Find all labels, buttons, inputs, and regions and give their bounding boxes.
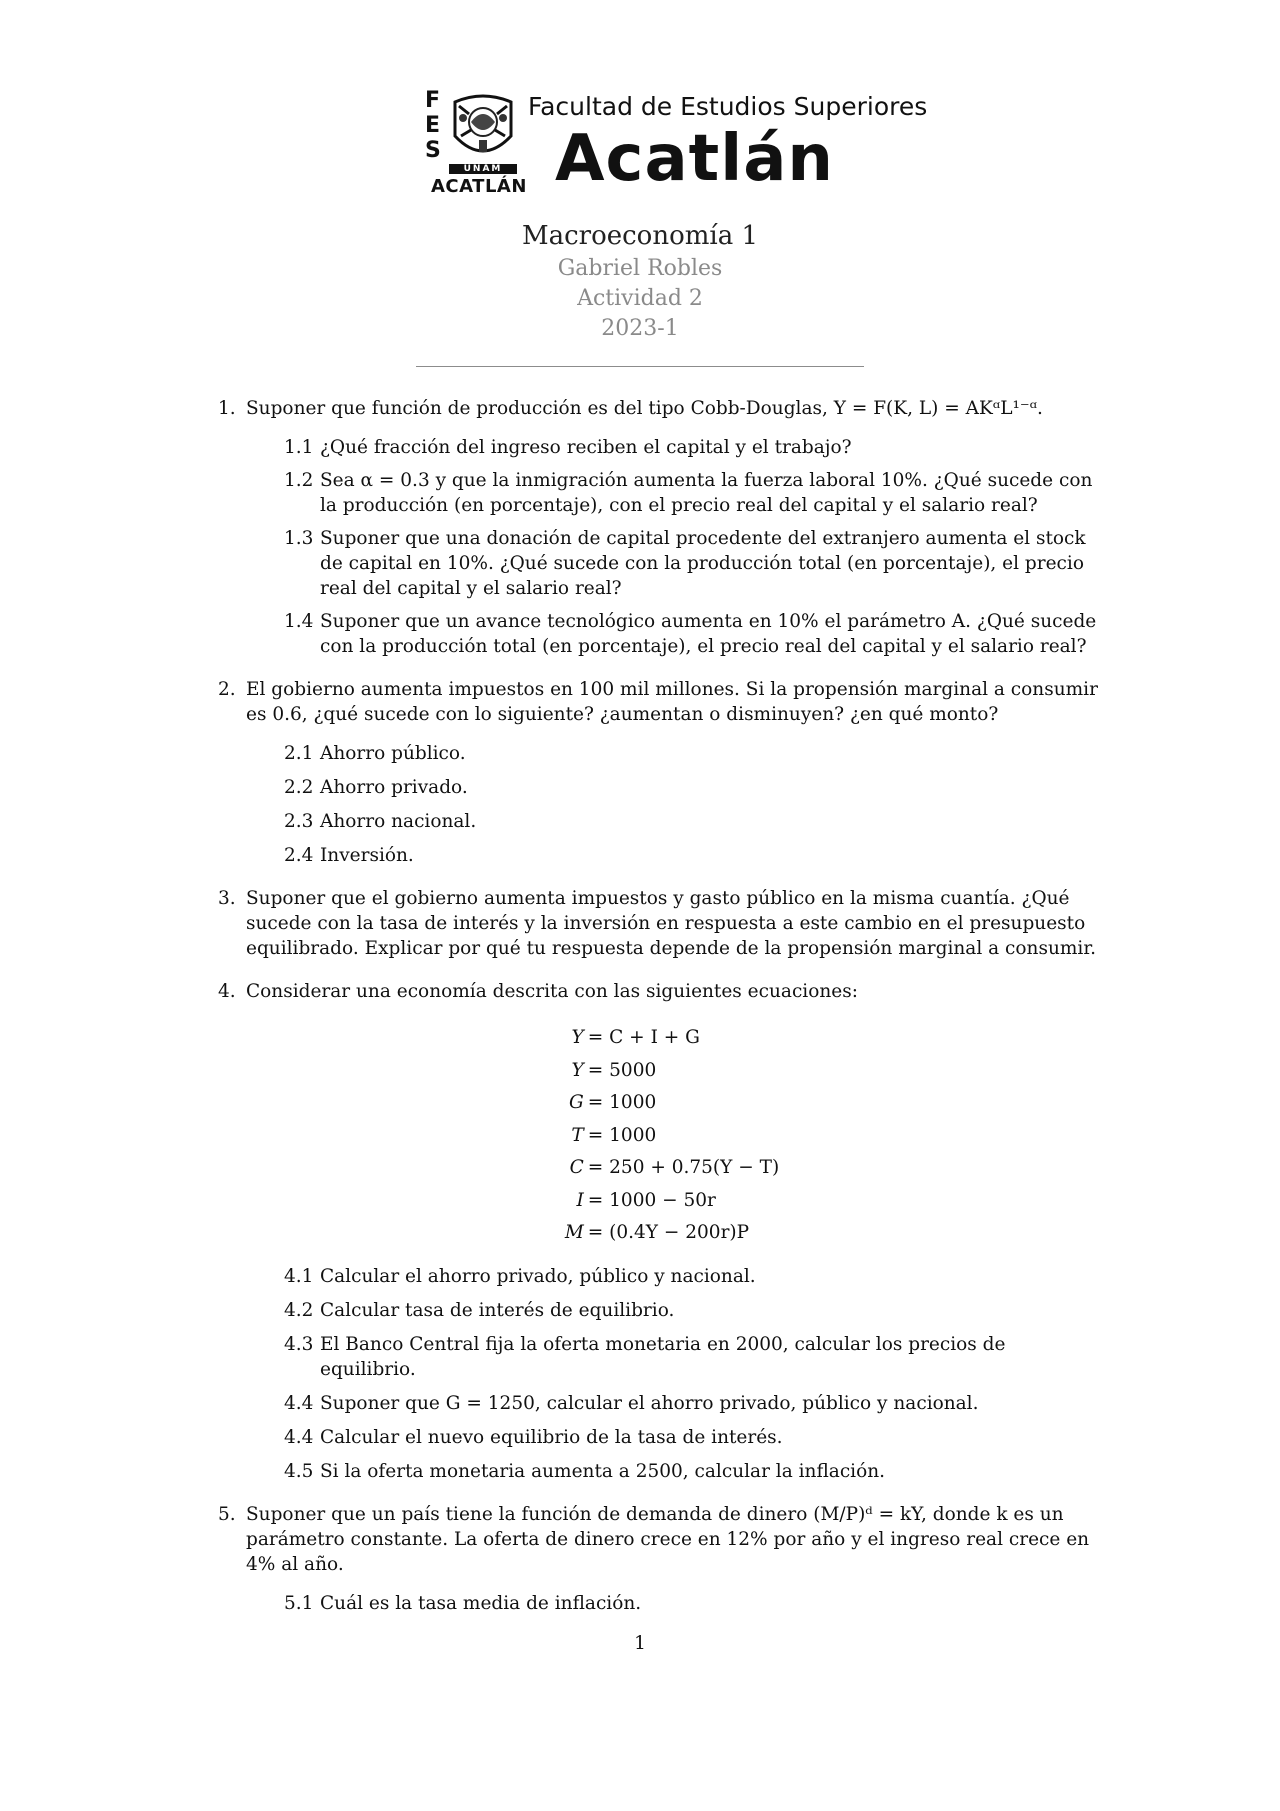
subquestion-text: Inversión. [320,845,414,866]
logo-fes-letters: F E S [425,88,441,163]
subquestion-text: Sea α = 0.3 y que la inmigración aumenta la fuerza laboral 10%. ¿Qué sucede con la producción (en porcentaje), con el precio real del capital y el salario real? [320,470,1093,516]
equation-row [565,1055,779,1088]
subquestion-number: 4.4 [284,1426,314,1448]
question-number: 3. [218,888,236,909]
fes-acatlan-logo [425,88,928,198]
subquestion [246,435,1098,460]
subquestion-text: Suponer que G = 1250, calcular el ahorro privado, público y nacional. [320,1392,979,1414]
equation-lhs: C [569,1157,584,1178]
equation-rhs: = C + I + G [587,1027,700,1048]
question-number: 4. [218,981,236,1002]
equation-row [565,1022,779,1055]
equation-rhs: = 250 + 0.75(Y − T) [587,1157,780,1178]
subquestion-text: Ahorro nacional. [320,811,477,832]
subquestion-number: 1.2 [284,470,314,491]
subquestion-number: 2.3 [284,811,314,832]
term-label: 2023-1 [601,316,679,341]
equation-rhs: = 1000 [587,1124,657,1146]
subquestion [246,1332,1098,1382]
question-text: Suponer que un país tiene la función de demanda de dinero (M/P)ᵈ = kY, donde k es un parámetro constante. La oferta de dinero crece en 12% por año y el ingreso real crece en 4% al año. [246,1503,1090,1575]
faculty-name: Facultad de Estudios Superiores [528,92,928,121]
equation-system [246,1022,1098,1250]
question-number: 5. [218,1503,236,1525]
author-name: Gabriel Robles [557,256,723,281]
equation-rhs: = 1000 − 50r [587,1189,716,1211]
equation-lhs: T [571,1124,584,1146]
subquestion [246,526,1098,601]
subquestion-number: 4.2 [284,1299,314,1321]
subquestion-number: 1.1 [284,437,314,458]
subquestion-text: Suponer que un avance tecnológico aumenta en 10% el parámetro A. ¿Qué sucede con la producción total (en porcentaje), el precio real del capital y el salario real? [320,611,1097,657]
subquestion-number: 2.1 [284,743,314,764]
subquestion [246,1591,1098,1616]
subquestion-text: Calcular tasa de interés de equilibrio. [320,1299,675,1321]
subquestion-text: Ahorro público. [320,743,466,764]
equation-row [565,1087,779,1120]
subquestion [246,1425,1098,1450]
subquestion-text: El Banco Central fija la oferta monetaria en 2000, calcular los precios de equilibrio. [320,1333,1006,1380]
subquestion-text: Calcular el ahorro privado, público y nacional. [320,1265,756,1287]
subquestion-text: Ahorro privado. [320,777,468,798]
title-divider [416,366,864,367]
activity-name: Actividad 2 [577,286,703,311]
question-list [218,396,1098,1634]
unam-seal-icon [449,92,517,162]
equation-row [565,1152,779,1185]
subquestion-text: Calcular el nuevo equilibrio de la tasa de interés. [320,1426,783,1448]
subquestion-number: 5.1 [284,1592,314,1614]
question-text: Considerar una economía descrita con las siguientes ecuaciones: [246,981,858,1002]
subquestion-text: ¿Qué fracción del ingreso reciben el capital y el trabajo? [320,437,852,458]
subquestion-text: Cuál es la tasa media de inflación. [320,1592,642,1614]
equation-row [565,1217,779,1250]
equation-row [565,1120,779,1153]
equation-rhs: = 5000 [587,1059,657,1081]
question-1 [218,396,1098,659]
equation-lhs: G [568,1092,584,1113]
question-number: 1. [218,398,236,419]
subquestion [246,741,1098,766]
question-number: 2. [218,679,236,700]
course-title: Macroeconomía 1 [521,221,759,251]
subquestion-text: Si la oferta monetaria aumenta a 2500, calcular la inflación. [320,1460,886,1482]
question-5 [218,1502,1098,1616]
equation-row [565,1185,779,1218]
question-4 [218,979,1098,1484]
question-text: Suponer que función de producción es del tipo Cobb-Douglas, Y = F(K, L) = AKᵅL¹⁻ᵅ. [246,398,1043,419]
logo-unam-band: UNAM [449,164,517,174]
subquestion-text: Suponer que una donación de capital procedente del extranjero aumenta el stock de capital en 10%. ¿Qué sucede con la producción total (en porcentaje), el precio real del capital y el salario real? [320,528,1086,599]
question-3 [218,886,1098,961]
subquestion [246,609,1098,659]
subquestion [246,468,1098,518]
subquestion-number: 1.3 [284,528,314,549]
subquestion [246,775,1098,800]
page-number: 1 [634,1633,646,1654]
subquestion [246,1459,1098,1484]
question-text: El gobierno aumenta impuestos en 100 mil millones. Si la propensión marginal a consumir es 0.6, ¿qué sucede con lo siguiente? ¿aumentan o disminuyen? ¿en qué monto? [246,679,1098,725]
equation-rhs: = 1000 [587,1092,657,1113]
question-text: Suponer que el gobierno aumenta impuestos y gasto público en la misma cuantía. ¿Qué sucede con la tasa de interés y la inversión en respuesta a este cambio en el presupuesto equilibrado. Explicar por qué tu respuesta depende de la propensión marginal a consumir. [246,888,1097,959]
subquestion [246,1391,1098,1416]
logo-acatlan-small: ACATLÁN [431,176,527,197]
subquestion [246,843,1098,868]
subquestion [246,1264,1098,1289]
equation-lhs: Y [571,1059,584,1081]
subquestion-number: 1.4 [284,611,314,632]
subquestion [246,1298,1098,1323]
subquestion-number: 4.5 [284,1460,314,1482]
subquestion-number: 4.1 [284,1265,314,1287]
campus-name: Acatlán [555,122,834,196]
subquestion-number: 2.2 [284,777,314,798]
subquestion [246,809,1098,834]
subquestion-number: 4.4 [284,1392,314,1414]
subquestion-number: 4.3 [284,1333,314,1355]
equation-lhs: I [576,1189,584,1211]
subquestion-number: 2.4 [284,845,314,866]
equation-rhs: = (0.4Y − 200r)P [587,1222,750,1243]
question-2 [218,677,1098,868]
equation-lhs: M [564,1222,584,1243]
equation-lhs: Y [571,1027,584,1048]
